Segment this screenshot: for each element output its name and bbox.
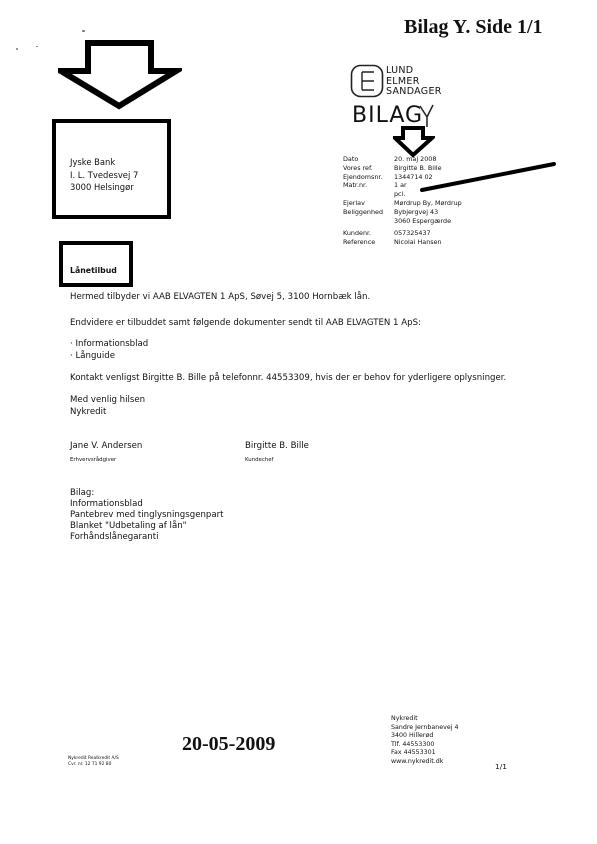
contact-text: Kontakt venligst Birgitte B. Bille på telefonnr. 44553309, hvis der er behov for yderligere oplysninger. <box>70 373 507 383</box>
scan-speck <box>16 48 18 50</box>
page-label: Bilag Y. Side 1/1 <box>404 16 543 38</box>
meta-row <box>343 155 462 164</box>
recipient-line: 3000 Helsingør <box>70 182 134 192</box>
logo-mark-icon <box>350 64 384 98</box>
logo-text <box>386 66 442 98</box>
meta-value: Mørdrup By, Mørdrup <box>394 198 462 207</box>
meta-label: Matr.nr. <box>343 181 368 190</box>
meta-row <box>343 229 462 238</box>
meta-value: Bybjergvej 43 <box>394 207 439 216</box>
bilag-stamp: BILAG <box>352 103 424 128</box>
meta-row <box>343 217 462 226</box>
logo-line: ELMER <box>386 75 420 87</box>
meta-row <box>343 208 462 217</box>
footer-line: www.nykredit.dk <box>391 757 444 765</box>
footer-legal-line: Cvr. nr. 12 71 92 80 <box>68 762 112 768</box>
meta-label: Kundenr. <box>343 229 372 238</box>
footer-legal-line: Nykredit Realkredit A/S <box>68 756 119 761</box>
meta-row <box>343 238 462 247</box>
meta-row <box>343 199 462 208</box>
meta-row <box>343 164 462 173</box>
meta-label: Beliggenhed <box>343 207 384 216</box>
meta-value: Nicolai Hansen <box>394 238 442 247</box>
date-stamp: 20-05-2009 <box>182 733 276 755</box>
signer-name: Jane V. Andersen <box>70 441 143 451</box>
scan-speck <box>36 46 38 47</box>
recipient-line: Jyske Bank <box>70 157 116 167</box>
meta-value: 1344714 02 <box>394 172 433 181</box>
footer-line: Nykredit <box>391 715 418 722</box>
attachment-item: Blanket "Udbetaling af lån" <box>70 521 187 531</box>
meta-value: 1 ar <box>394 181 407 190</box>
attachments-label: Bilag: <box>70 488 95 498</box>
logo-line: SANDAGER <box>386 86 442 97</box>
footer-line: Tlf. 44553300 <box>391 740 435 748</box>
meta-value: 20. maj 2008 <box>394 155 437 163</box>
greeting: Med venlig hilsen <box>70 395 146 405</box>
letter-title: Lånetilbud <box>70 266 117 275</box>
intro-text: Hermed tilbyder vi AAB ELVAGTEN 1 ApS, Søvej 5, 3100 Hornbæk lån. <box>70 292 371 302</box>
meta-value: Birgitte B. Bille <box>394 163 442 172</box>
meta-label: Vores ref. <box>343 163 373 172</box>
signer-name: Birgitte B. Bille <box>245 441 309 451</box>
sender-company: Nykredit <box>70 407 107 417</box>
footer-legal <box>68 756 119 768</box>
meta-row <box>343 181 462 190</box>
meta-label: Reference <box>343 238 376 247</box>
recipient-line: I. L. Tvedesvej 7 <box>70 169 139 180</box>
page-number: 1/1 <box>495 762 507 771</box>
meta-value: pcl. <box>394 190 406 199</box>
document-item: · Långuide <box>70 351 115 361</box>
meta-label: Dato <box>343 155 359 163</box>
meta-label <box>343 190 394 199</box>
footer-line: 3400 Hillerød <box>391 732 434 740</box>
meta-value: 3060 Espergærde <box>394 216 452 225</box>
down-arrow-icon <box>58 40 182 112</box>
stamp-y-mark <box>418 104 436 128</box>
meta-value: 057325437 <box>394 229 431 238</box>
footer-address <box>391 715 458 767</box>
documents-intro: Endvidere er tilbuddet samt følgende dokumenter sendt til AAB ELVAGTEN 1 ApS: <box>70 318 421 328</box>
logo-line: LUND <box>386 65 414 76</box>
scan-speck <box>82 30 85 32</box>
document-item: · Informationsblad <box>70 339 149 349</box>
letter-metadata <box>343 155 462 247</box>
signer-title: Kundechef <box>245 457 274 463</box>
title-highlight-box <box>59 241 133 287</box>
meta-label <box>343 217 394 226</box>
attachment-item: Informationsblad <box>70 499 143 509</box>
recipient-address <box>70 156 138 194</box>
meta-label: Ejendomsnr. <box>343 172 383 181</box>
attachment-item: Forhåndslånegaranti <box>70 532 159 542</box>
footer-line: Fax 44553301 <box>391 749 436 757</box>
meta-row <box>343 173 462 182</box>
signer-title: Erhvervsrådgiver <box>70 457 117 463</box>
small-down-arrow-icon <box>393 126 435 158</box>
footer-line: Sandre Jernbanevej 4 <box>391 723 459 731</box>
meta-label: Ejerlav <box>343 198 365 207</box>
attachment-item: Pantebrev med tinglysningsgenpart <box>70 510 224 520</box>
meta-row <box>343 190 462 199</box>
